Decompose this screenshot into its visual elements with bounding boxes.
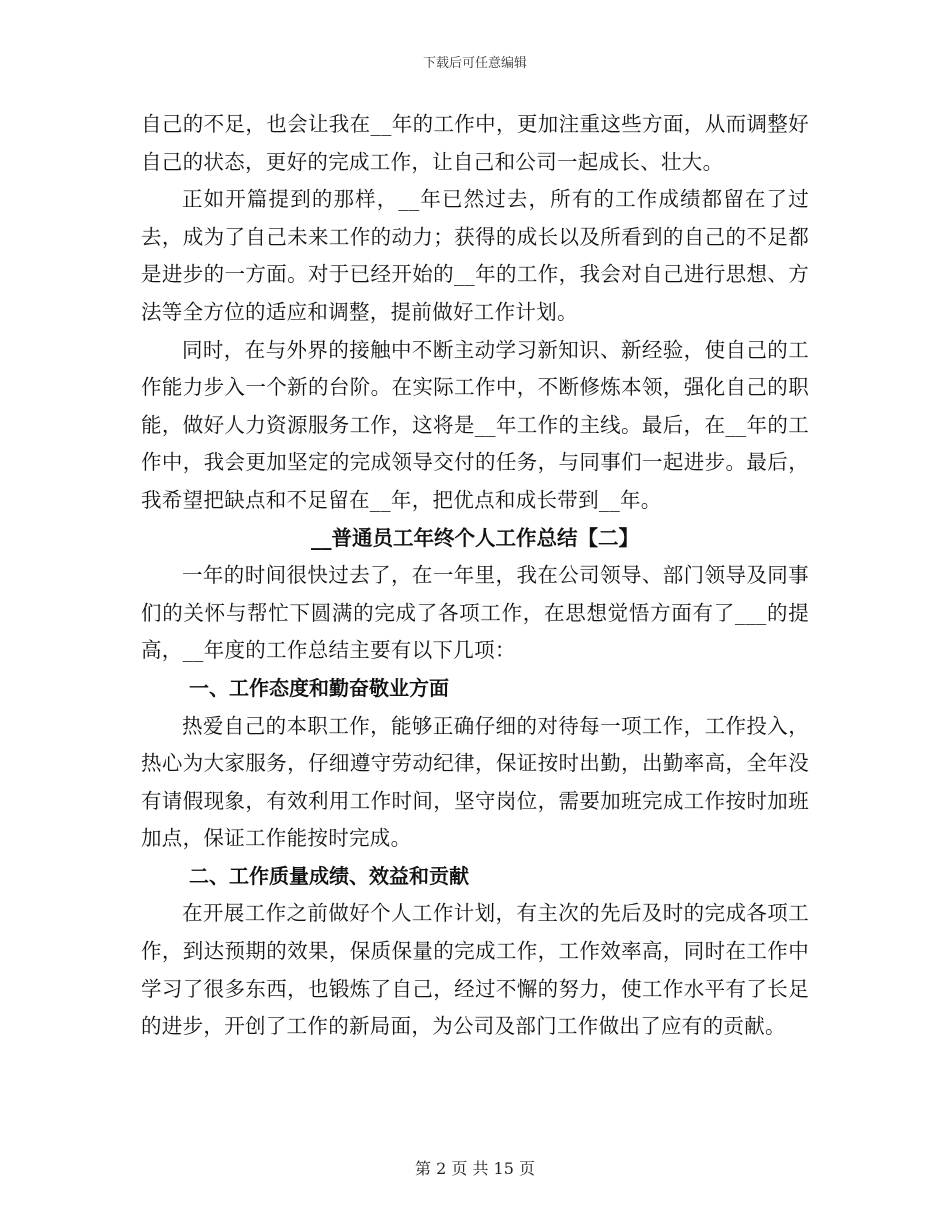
document-body xyxy=(141,106,809,1046)
page-number: 第 2 页 共 15 页 xyxy=(415,1159,535,1178)
page-header-note: 下载后可任意编辑 xyxy=(422,56,527,71)
sub-heading-work-quality: 二、工作质量成绩、效益和贡献 xyxy=(189,863,469,888)
section-title: __普通员工年终个人工作总结【二】 xyxy=(311,525,639,550)
paragraph-work-quality: 在开展工作之前做好个人工作计划，有主次的先后及时的完成各项工作，到达预期的效果，保质保量的完成工作，工作效率高，同时在工作中学习了很多东西，也锻炼了自己，经过不懈的努力，使工作水平有了长足的进步，开创了工作的新局面，为公司及部门工作做出了应有的贡献。 xyxy=(141,901,809,1039)
paragraph-continuation: 自己的不足，也会让我在__年的工作中，更加注重这些方面，从而调整好自己的状态，更好的完成工作，让自己和公司一起成长、壮大。 xyxy=(141,112,809,174)
section-intro: 一年的时间很快过去了，在一年里，我在公司领导、部门领导及同事们的关怀与帮忙下圆满的完成了各项工作，在思想觉悟方面有了___的提高，__年度的工作总结主要有以下几项： xyxy=(141,563,809,663)
sub-heading-work-attitude: 一、工作态度和勤奋敬业方面 xyxy=(189,675,449,700)
paragraph-plans: 同时，在与外界的接触中不断主动学习新知识、新经验，使自己的工作能力步入一个新的台阶。在实际工作中，不断修炼本领，强化自己的职能，做好人力资源服务工作，这将是__年工作的主线。最后，在__年的工作中，我会更加坚定的完成领导交付的任务，与同事们一起进步。最后，我希望把缺点和不足留在__年，把优点和成长带到__年。 xyxy=(141,337,809,512)
paragraph-work-attitude: 热爱自己的本职工作，能够正确仔细的对待每一项工作，工作投入，热心为大家服务，仔细遵守劳动纪律，保证按时出勤，出勤率高，全年没有请假现象，有效利用工作时间，坚守岗位，需要加班完成工作按时加班加点，保证工作能按时完成。 xyxy=(141,713,809,851)
paragraph-reflection: 正如开篇提到的那样，__年已然过去，所有的工作成绩都留在了过去，成为了自己未来工作的动力；获得的成长以及所看到的自己的不足都是进步的一方面。对于已经开始的__年的工作，我会对自己进行思想、方法等全方位的适应和调整，提前做好工作计划。 xyxy=(141,187,809,324)
